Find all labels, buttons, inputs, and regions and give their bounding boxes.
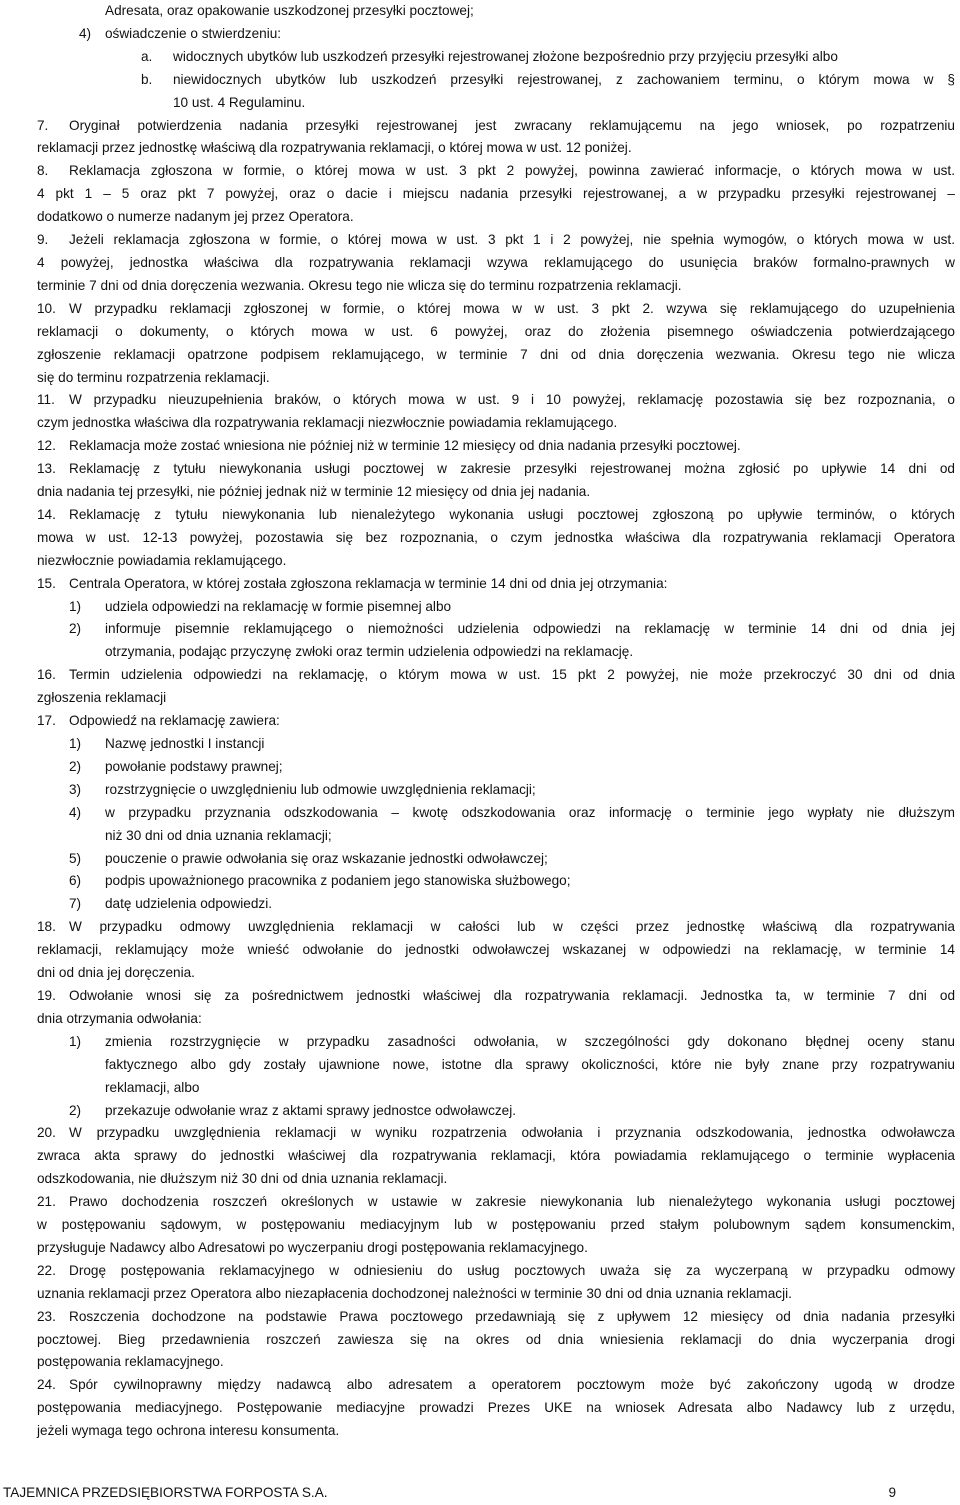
line-text: faktycznego albo gdy zostały ujawnione nowe, istotne dla sprawy okoliczności, które nie były znane przy rozpatrywaniu <box>105 1056 955 1072</box>
line-text: się do terminu rozpatrzenia reklamacji. <box>37 369 270 385</box>
list-marker: 1) <box>69 1033 82 1049</box>
text-line <box>37 527 955 550</box>
list-marker: 11. <box>37 392 55 408</box>
text-line <box>37 1329 955 1352</box>
text-line <box>37 939 955 962</box>
text-line <box>37 1168 955 1191</box>
line-text: pocztowej. Bieg przedawnienia roszczeń zawiesza się na okres od dnia wniesienia reklamacji do dnia wyczerpania drogi <box>37 1331 955 1347</box>
line-text: Reklamacja może zostać wniesiona nie później niż w terminie 12 miesięcy od dnia nadania przesyłki pocztowej. <box>69 438 741 454</box>
line-text: oświadczenie o stwierdzeniu: <box>105 25 282 41</box>
text-line <box>37 23 955 46</box>
line-text: zgłoszenie reklamacji opatrzone podpisem reklamującego, w terminie 7 dni od dnia doręczenia wezwania. Okresu tego nie wlicza <box>37 346 955 362</box>
text-line <box>37 367 955 390</box>
line-text: W przypadku uwzględnienia reklamacji w wyniku rozpatrzenia odwołania i przyznania odszkodowania, jednostka odwoławcza <box>69 1125 955 1141</box>
text-line <box>37 710 955 733</box>
line-text: reklamacji, reklamujący może wnieść odwołanie do jednostki odwoławczej wskazanej w odpowiedzi na reklamację, w terminie 14 <box>37 942 955 958</box>
text-line <box>37 435 955 458</box>
list-marker: 8. <box>37 163 49 179</box>
line-text: Reklamację z tytułu niewykonania usługi pocztowej w zakresie przesyłki rejestrowanej można zgłosić po upływie 14 dni od <box>69 461 955 477</box>
list-marker: 4) <box>79 25 92 41</box>
text-line <box>37 1283 955 1306</box>
list-marker: a. <box>141 48 153 64</box>
text-line <box>37 985 955 1008</box>
text-line <box>37 848 955 871</box>
text-line <box>37 1145 955 1168</box>
text-line <box>37 641 955 664</box>
line-text: pouczenie o prawie odwołania się oraz wskazanie jednostki odwoławczej; <box>105 850 548 866</box>
text-line <box>37 160 955 183</box>
text-line <box>37 1191 955 1214</box>
list-marker: 20. <box>37 1125 56 1141</box>
text-line <box>37 779 955 802</box>
line-text: Spór cywilnoprawny między nadawcą albo adresatem a operatorem pocztowym może być zakończony ugodą w drodze <box>69 1377 955 1393</box>
text-line <box>37 596 955 619</box>
list-marker: 7) <box>69 896 82 912</box>
text-line <box>37 1100 955 1123</box>
list-marker: 18. <box>37 919 56 935</box>
list-marker: 5) <box>69 850 82 866</box>
text-line <box>37 0 955 23</box>
text-line <box>37 137 955 160</box>
line-text: Termin udzielenia odpowiedzi na reklamację, o którym mowa w ust. 15 pkt 2 powyżej, nie może przekroczyć 30 dni od dnia <box>69 667 955 683</box>
line-text: W przypadku reklamacji zgłoszonej w formie, o której mowa w w ust. 3 pkt 2. wzywa się reklamującego do uzupełnienia <box>69 300 955 316</box>
list-marker: 3) <box>69 781 82 797</box>
text-line <box>37 825 955 848</box>
text-line <box>37 229 955 252</box>
text-line <box>37 1397 955 1420</box>
list-marker: 10. <box>37 300 56 316</box>
text-line <box>37 206 955 229</box>
text-line <box>37 756 955 779</box>
text-line <box>37 893 955 916</box>
line-text: W przypadku nieuzupełnienia braków, o których mowa w ust. 9 i 10 powyżej, reklamację pozostawia się bez rozpoznania, o <box>69 392 955 408</box>
text-line <box>37 115 955 138</box>
text-line <box>37 46 955 69</box>
line-text: Adresata, oraz opakowanie uszkodzonej przesyłki pocztowej; <box>105 3 474 18</box>
list-marker: 1) <box>69 598 82 614</box>
line-text: przysługuje Nadawcy albo Adresatowi po wyczerpaniu drogi postępowania reklamacyjnego. <box>37 1239 588 1255</box>
text-line <box>37 504 955 527</box>
text-line <box>37 183 955 206</box>
list-marker: 4) <box>69 804 82 820</box>
line-text: Oryginał potwierdzenia nadania przesyłki rejestrowanej jest zwracany reklamującemu na jego wniosek, po rozpatrzeniu <box>69 117 955 133</box>
line-text: dni od dnia jej doręczenia. <box>37 965 195 981</box>
line-text: reklamacji przez jednostkę właściwą dla rozpatrywania reklamacji, o której mowa w ust. 12 poniżej. <box>37 140 632 156</box>
text-line <box>37 458 955 481</box>
text-line <box>37 573 955 596</box>
line-text: 10 ust. 4 Regulaminu. <box>173 94 306 110</box>
line-text: reklamacji o dokumenty, o których mowa w ust. 6 powyżej, oraz do złożenia pisemnego oświadczenia potwierdzającego <box>37 323 955 339</box>
line-text: zgłoszenia reklamacji <box>37 690 167 706</box>
line-text: postępowania reklamacyjnego. <box>37 1354 224 1370</box>
line-text: Odpowiedź na reklamację zawiera: <box>69 713 280 729</box>
footer-company: TAJEMNICA PRZEDSIĘBIORSTWA FORPOSTA S.A. <box>3 1485 328 1500</box>
text-line <box>37 1351 955 1374</box>
line-text: Reklamacja zgłoszona w formie, o której mowa w ust. 3 pkt 2 powyżej, powinna zawierać informacje, o których mowa w ust. <box>69 163 955 179</box>
text-line <box>37 1306 955 1329</box>
text-line <box>37 916 955 939</box>
line-text: podpis upoważnionego pracownika z podaniem jego stanowiska służbowego; <box>105 873 571 889</box>
list-marker: 23. <box>37 1308 56 1324</box>
line-text: dnia nadania tej przesyłki, nie później jednak niż w terminie 12 miesięcy od dnia jej nadania. <box>37 484 591 500</box>
text-line <box>37 664 955 687</box>
list-marker: 19. <box>37 987 56 1003</box>
line-text: reklamacji, albo <box>105 1079 200 1095</box>
list-marker: 2) <box>69 1102 82 1118</box>
line-text: Odwołanie wnosi się za pośrednictwem jednostki właściwej dla rozpatrywania reklamacji. Jednostka ta, w terminie 7 dni od <box>69 987 955 1003</box>
list-marker: 24. <box>37 1377 56 1393</box>
line-text: niezwłocznie powiadamia reklamującego. <box>37 552 287 568</box>
line-text: przekazuje odwołanie wraz z aktami sprawy jednostce odwoławczej. <box>105 1102 517 1118</box>
line-text: W przypadku odmowy uwzględnienia reklamacji w całości lub w części przez jednostkę właściwą dla rozpatrywania <box>69 919 955 935</box>
text-line <box>37 1260 955 1283</box>
text-line <box>37 1077 955 1100</box>
list-marker: 22. <box>37 1262 56 1278</box>
list-marker: 21. <box>37 1194 56 1210</box>
line-text: Roszczenia dochodzone na podstawie Prawa pocztowego przedawniają się z upływem 12 miesięcy od dnia nadania przesyłki <box>69 1308 955 1324</box>
line-text: postępowania mediacyjnego. Postępowanie mediacyjne prowadzi Prezes UKE na wniosek Adresata albo Nadawcy lub z urzędu, <box>37 1400 955 1416</box>
line-text: czym jednostka właściwa dla rozpatrywania reklamacji niezwłocznie powiadamia reklamującego. <box>37 415 618 431</box>
list-marker: 2) <box>69 758 82 774</box>
text-line <box>37 1008 955 1031</box>
text-line <box>37 1214 955 1237</box>
line-text: niewidocznych ubytków lub uszkodzeń przesyłki rejestrowanej, z zachowaniem terminu, o którym mowa w § <box>173 71 955 87</box>
line-text: mowa w ust. 12-13 powyżej, pozostawia się bez rozpoznania, o czym jednostka właściwa dla rozpatrywania reklamacji Operatora <box>37 529 955 545</box>
text-line <box>37 69 955 92</box>
list-marker: 14. <box>37 506 56 522</box>
list-marker: 6) <box>69 873 82 889</box>
line-text: Prawo dochodzenia roszczeń określonych w ustawie w zakresie niewykonania lub nienależytego wykonania usługi pocztowej <box>69 1194 955 1210</box>
text-line <box>37 92 955 115</box>
text-line <box>37 321 955 344</box>
line-text: widocznych ubytków lub uszkodzeń przesyłki rejestrowanej złożone bezpośrednio przy przyjęciu przesyłki albo <box>173 48 838 64</box>
page-number: 9 <box>888 1485 896 1500</box>
page-footer <box>3 1483 896 1503</box>
list-marker: 9. <box>37 232 49 248</box>
line-text: Centrala Operatora, w której została zgłoszona reklamacja w terminie 14 dni od dnia jej otrzymania: <box>69 575 668 591</box>
text-line <box>37 1031 955 1054</box>
list-marker: 15. <box>37 575 56 591</box>
list-marker: 17. <box>37 713 56 729</box>
line-text: rozstrzygnięcie o uwzględnieniu lub odmowie uwzględnienia reklamacji; <box>105 781 536 797</box>
line-text: dodatkowo o numerze nadanym jej przez Operatora. <box>37 209 354 225</box>
text-line <box>37 1420 955 1443</box>
line-text: powołanie podstawy prawnej; <box>105 758 283 774</box>
line-text: 4 pkt 1 – 5 oraz pkt 7 powyżej, oraz o dacie i miejscu nadania przesyłki rejestrowanej, a w przypadku przesyłki rejestrowanej – <box>37 186 955 202</box>
line-text: Jeżeli reklamacja zgłoszona w formie, o której mowa w ust. 3 pkt 1 i 2 powyżej, nie spełnia wymogów, o których mowa w ust. <box>69 232 955 248</box>
text-line <box>37 802 955 825</box>
text-line <box>37 618 955 641</box>
text-line <box>37 252 955 275</box>
text-line <box>37 1054 955 1077</box>
line-text: niż 30 dni od dnia uznania reklamacji; <box>105 827 332 843</box>
line-text: terminie 7 dni od dnia doręczenia wezwania. Okresu tego nie wlicza się do terminu rozpatrzenia reklamacji. <box>37 277 682 293</box>
line-text: datę udzielenia odpowiedzi. <box>105 896 273 912</box>
line-text: Drogę postępowania reklamacyjnego w odniesieniu do usług pocztowych uważa się za wyczerpaną w przypadku odmowy <box>69 1262 955 1278</box>
line-text: udziela odpowiedzi na reklamację w formie pisemnej albo <box>105 598 452 614</box>
list-marker: 1) <box>69 736 82 751</box>
text-line <box>37 481 955 504</box>
document-body <box>37 0 955 1443</box>
line-text: dnia otrzymania odwołania: <box>37 1010 202 1026</box>
text-line <box>37 275 955 298</box>
line-text: zwraca akta sprawy do jednostki właściwej dla rozpatrywania reklamacji, która powiadamia reklamującego o terminie wypłacenia <box>37 1148 955 1164</box>
line-text: 4 powyżej, jednostka właściwa dla rozpatrywania reklamacji wzywa reklamującego do usunięcia braków formalno-prawnych w <box>37 254 955 270</box>
line-text: w postępowaniu sądowym, w postępowaniu mediacyjnym lub w postępowaniu przed stałym polubownym sądem konsumenckim, <box>37 1217 955 1233</box>
text-line <box>37 687 955 710</box>
list-marker: 13. <box>37 461 56 477</box>
line-text: informuje pisemnie reklamującego o niemożności udzielenia odpowiedzi na reklamację w terminie 14 dni od dnia jej <box>105 621 955 637</box>
text-line <box>37 1122 955 1145</box>
text-line <box>37 1237 955 1260</box>
line-text: Reklamację z tytułu niewykonania lub nienależytego wykonania usługi pocztowej zgłoszoną po upływie terminów, o których <box>69 506 955 522</box>
text-line <box>37 962 955 985</box>
text-line <box>37 389 955 412</box>
list-marker: 12. <box>37 438 56 454</box>
text-line <box>37 344 955 367</box>
text-line <box>37 550 955 573</box>
line-text: zmienia rozstrzygnięcie w przypadku zasadności odwołania, w szczególności gdy dokonano błędnej oceny stanu <box>105 1033 955 1049</box>
line-text: odszkodowania, nie dłuższym niż 30 dni od dnia uznania reklamacji. <box>37 1171 448 1187</box>
line-text: Nazwę jednostki I instancji <box>105 736 265 751</box>
line-text: uznania reklamacji przez Operatora albo niezapłacenia dochodzonej należności w terminie 30 dni od dnia uznania reklamacji. <box>37 1285 792 1301</box>
text-line <box>37 298 955 321</box>
list-marker: 7. <box>37 117 49 133</box>
line-text: jeżeli wymaga tego ochrona interesu konsumenta. <box>37 1423 340 1439</box>
text-line <box>37 870 955 893</box>
line-text: otrzymania, podając przyczynę zwłoki oraz termin udzielenia odpowiedzi na reklamację. <box>105 644 634 660</box>
line-text: w przypadku przyznania odszkodowania – kwotę odszkodowania oraz informację o terminie jego wypłaty nie dłuższym <box>105 804 955 820</box>
list-marker: b. <box>141 71 153 87</box>
text-line <box>37 733 955 756</box>
list-marker: 2) <box>69 621 82 637</box>
text-line <box>37 412 955 435</box>
list-marker: 16. <box>37 667 56 683</box>
text-line <box>37 1374 955 1397</box>
